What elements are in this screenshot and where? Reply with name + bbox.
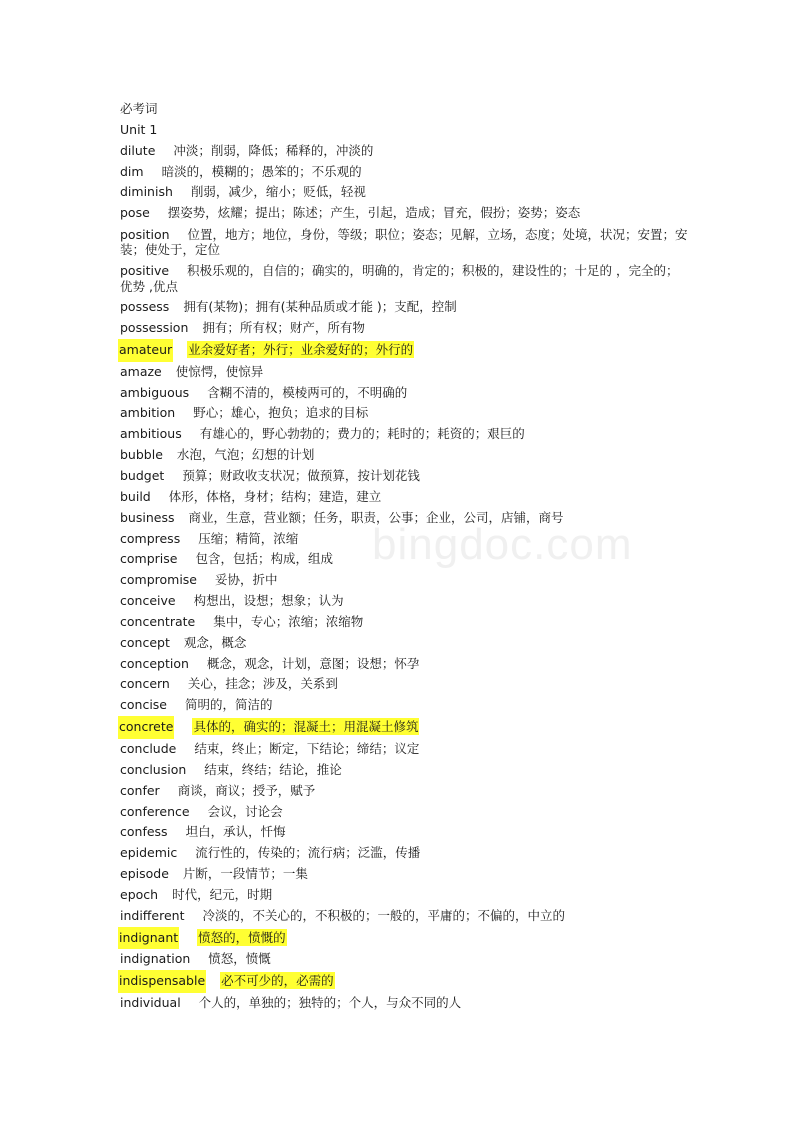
vocab-definition: 削弱，减少，缩小；贬低，轻视 <box>190 184 366 200</box>
vocab-entry <box>120 487 690 508</box>
vocab-definition: 体形，体格，身材；结构；建造，建立 <box>168 488 382 504</box>
vocab-entry <box>120 383 690 404</box>
vocab-definition: 拥有(某物)；拥有(某种品质或才能 )；支配，控制 <box>183 299 457 315</box>
vocab-word: concept <box>120 634 170 650</box>
vocab-entry <box>120 297 690 318</box>
vocab-entry <box>120 949 690 970</box>
vocab-entry <box>120 864 690 885</box>
vocab-word: confess <box>120 824 168 840</box>
vocab-word: individual <box>120 995 181 1011</box>
vocab-entry <box>120 695 690 716</box>
vocab-word: compress <box>120 530 181 546</box>
vocab-word: conception <box>120 655 189 671</box>
vocab-entry <box>120 739 690 760</box>
watermark: bingdoc.com <box>372 520 633 569</box>
vocab-entry <box>120 633 690 654</box>
vocab-word: possession <box>120 320 189 336</box>
vocab-word: compromise <box>120 572 197 588</box>
vocab-definition: 业余爱好者；外行；业余爱好的；外行的 <box>188 341 414 357</box>
vocab-definition: 压缩；精简，浓缩 <box>198 530 299 546</box>
vocab-entry <box>120 224 690 261</box>
vocab-word: comprise <box>120 551 178 567</box>
vocab-definition: 观念，概念 <box>183 634 247 650</box>
vocab-word: build <box>120 488 151 504</box>
vocab-entry-highlighted <box>120 970 690 993</box>
vocab-word: indignation <box>120 951 191 967</box>
vocab-definition: 流行性的，传染的；流行病；泛滥，传播 <box>195 845 421 861</box>
vocab-entry <box>120 182 690 203</box>
vocab-entry <box>120 591 690 612</box>
vocab-word: position <box>120 226 170 242</box>
vocab-entry <box>120 141 690 162</box>
vocab-word: bubble <box>120 447 163 463</box>
vocab-word: concise <box>120 697 167 713</box>
vocab-entry <box>120 570 690 591</box>
vocab-word: dilute <box>120 142 156 158</box>
vocab-entry <box>120 162 690 183</box>
vocab-definition: 暗淡的，模糊的；愚笨的；不乐观的 <box>161 163 362 179</box>
vocab-definition: 商谈，商议；授予，赋予 <box>177 782 316 798</box>
vocab-word: amateur <box>118 339 173 362</box>
vocab-definition: 必不可少的，必需的 <box>221 973 334 989</box>
vocab-definition: 愤怒的，愤慨的 <box>198 929 286 945</box>
vocab-definition: 水泡，气泡；幻想的计划 <box>176 447 315 463</box>
vocab-entry-highlighted <box>120 339 690 362</box>
vocab-word: ambitious <box>120 426 182 442</box>
vocab-word: budget <box>120 468 165 483</box>
vocab-word: dim <box>120 163 144 179</box>
vocab-definition: 拥有；所有权；财产，所有物 <box>202 320 365 336</box>
vocab-definition: 使惊愕，使惊异 <box>175 363 264 379</box>
vocab-word: epidemic <box>120 845 178 861</box>
vocab-word: pose <box>120 205 150 221</box>
unit-title: Unit 1 <box>120 121 158 137</box>
vocab-definition: 时代，纪元，时期 <box>172 886 273 902</box>
vocab-definition: 构想出，设想；想象；认为 <box>193 593 344 609</box>
vocab-entry <box>120 802 690 823</box>
vocab-word: episode <box>120 866 169 882</box>
vocabulary-list <box>120 99 690 1014</box>
vocab-entry <box>120 508 690 529</box>
vocab-entry <box>120 993 690 1014</box>
vocab-word: epoch <box>120 886 159 902</box>
vocab-definition: 结束，终结；结论，推论 <box>204 761 342 777</box>
vocab-word: positive <box>120 263 170 279</box>
vocab-definition: 片断，一段情节；一集 <box>182 866 308 882</box>
vocab-word: concrete <box>118 716 174 739</box>
vocab-word: possess <box>120 299 170 315</box>
vocab-definition: 有雄心的，野心勃勃的；费力的；耗时的；耗资的；艰巨的 <box>199 426 525 442</box>
vocab-word: conclude <box>120 740 177 756</box>
vocab-word: indignant <box>118 927 179 950</box>
vocab-word: amaze <box>120 363 162 379</box>
vocab-entry <box>120 654 690 675</box>
vocab-definition: 商业，生意，营业额；任务，职责，公事；企业，公司，店铺，商号 <box>188 509 564 525</box>
vocab-entry <box>120 261 690 298</box>
vocab-word: ambition <box>120 405 176 421</box>
vocab-definition: 妥协，折中 <box>215 572 278 588</box>
vocab-word: confer <box>120 782 160 798</box>
vocab-word: diminish <box>120 184 173 200</box>
vocab-definition: 愤怒，愤慨 <box>208 951 271 967</box>
vocab-definition: 野心；雄心，抱负；追求的目标 <box>193 405 369 421</box>
vocab-definition: 包含，包括；构成，组成 <box>195 551 333 567</box>
vocab-entry <box>120 843 690 864</box>
vocab-definition: 简明的，简洁的 <box>185 697 273 713</box>
vocab-word: indifferent <box>120 907 185 923</box>
vocab-entry <box>120 403 690 424</box>
vocab-definition: 含糊不清的，模棱两可的，不明确的 <box>207 384 408 400</box>
vocab-word: conference <box>120 803 190 819</box>
vocab-entry <box>120 466 690 487</box>
vocab-entry <box>120 822 690 843</box>
vocab-entry <box>120 760 690 781</box>
vocab-definition: 具体的，确实的；混凝土；用混凝土修筑 <box>193 719 419 735</box>
vocab-entry <box>120 318 690 339</box>
vocab-definition: 积极乐观的，自信的；确实的，明确的，肯定的；积极的，建设性的；十足的 ，完全的；优势 ,优点 <box>120 263 679 294</box>
vocab-definition: 结束，终止；断定，下结论；缔结；议定 <box>194 740 420 756</box>
page-heading: 必考词 <box>120 101 158 116</box>
vocab-definition: 集中，专心；浓缩；浓缩物 <box>213 613 364 629</box>
vocab-definition: 位置，地方；地位，身份，等级；职位；姿态；见解，立场，态度；处境，状况；安置；安装；使处于，定位 <box>120 226 688 258</box>
vocab-entry <box>120 906 690 927</box>
vocab-entry-highlighted <box>120 927 690 950</box>
vocab-entry <box>120 885 690 906</box>
vocab-definition: 概念，观念，计划，意图；设想；怀孕 <box>206 655 420 671</box>
vocab-definition: 摆姿势，炫耀；提出；陈述；产生，引起，造成；冒充，假扮；姿势；姿态 <box>167 205 581 221</box>
vocab-definition: 坦白，承认，忏悔 <box>185 824 286 840</box>
vocab-entry <box>120 362 690 383</box>
vocab-definition: 个人的，单独的；独特的；个人，与众不同的人 <box>198 995 462 1011</box>
vocab-word: concern <box>120 676 170 692</box>
vocab-entry <box>120 203 690 224</box>
vocab-word: business <box>120 509 175 525</box>
vocab-entry <box>120 445 690 466</box>
vocab-entry <box>120 781 690 802</box>
vocab-definition: 会议，讨论会 <box>207 803 283 819</box>
vocab-definition: 冷淡的，不关心的，不积极的；一般的，平庸的；不偏的，中立的 <box>202 907 565 923</box>
vocab-definition: 冲淡；削弱，降低；稀释的，冲淡的 <box>173 142 374 158</box>
vocab-word: ambiguous <box>120 384 190 400</box>
vocab-entry <box>120 529 690 550</box>
vocab-entry <box>120 612 690 633</box>
vocab-entry-highlighted <box>120 716 690 739</box>
vocab-word: conclusion <box>120 761 187 777</box>
vocab-word: indispensable <box>118 970 206 993</box>
vocab-word: conceive <box>120 593 176 609</box>
vocab-entry <box>120 424 690 445</box>
vocab-entry <box>120 674 690 695</box>
vocab-definition: 关心，挂念；涉及，关系到 <box>187 676 338 692</box>
vocab-entry <box>120 549 690 570</box>
vocab-definition: 预算；财政收支状况；做预算，按计划花钱 <box>182 468 420 483</box>
vocab-word: concentrate <box>120 613 196 629</box>
